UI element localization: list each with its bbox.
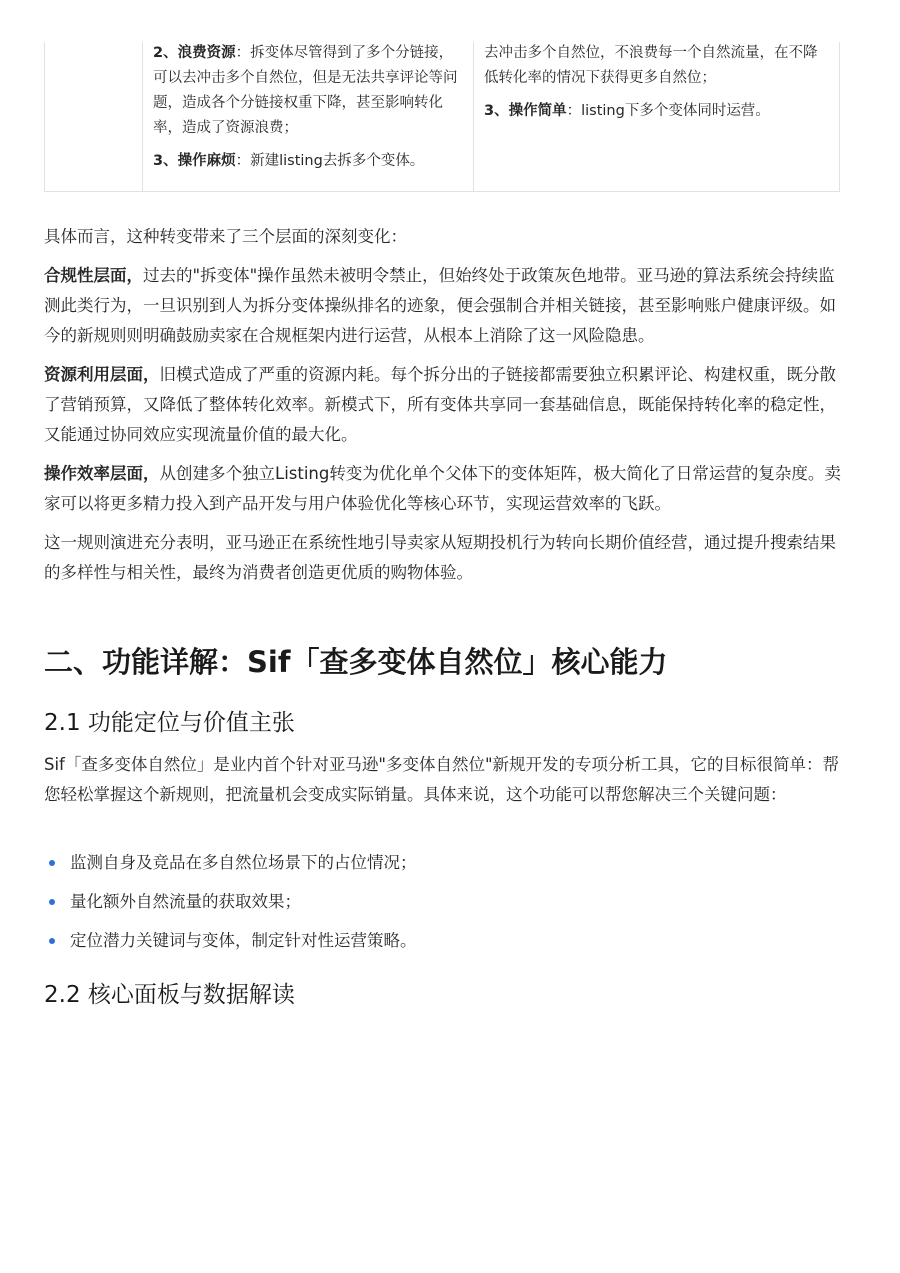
comparison-table	[44, 42, 840, 192]
list-item-text: 监测自身及竞品在多自然位场景下的占位情况；	[70, 853, 417, 872]
table-item-strong: 3、操作麻烦	[153, 153, 236, 169]
table-cell-new-mode	[474, 42, 839, 191]
list-item-text: 量化额外自然流量的获取效果；	[70, 892, 301, 911]
subsection-heading-2-1: 2.1 功能定位与价值主张	[44, 710, 295, 736]
function-intro-paragraph: Sif「查多变体自然位」是业内首个针对亚马逊"多变体自然位"新规开发的专项分析工具，它的目标很简单：帮您轻松掌握这个新规则，把流量机会变成实际销量。具体来说，这个功能可以帮您解决三个关键问题：	[44, 755, 840, 804]
body-text	[44, 222, 846, 588]
table-item	[153, 149, 463, 174]
list-item	[44, 928, 844, 967]
point-text: 从创建多个独立Listing转变为优化单个父体下的变体矩阵，极大简化了日常运营的复杂度。卖家可以将更多精力投入到产品开发与用户体验优化等核心环节，实现运营效率的飞跃。	[44, 464, 841, 513]
table-item	[484, 99, 829, 124]
table-item-strong: 3、操作简单	[484, 103, 567, 119]
list-item-text: 定位潜力关键词与变体，制定针对性运营策略。	[70, 931, 417, 950]
subsection-heading-2-2: 2.2 核心面板与数据解读	[44, 982, 295, 1008]
point-text: 旧模式造成了严重的资源内耗。每个拆分出的子链接都需要独立积累评论、构建权重，既分散了营销预算，又降低了整体转化效率。新模式下，所有变体共享同一套基础信息，既能保持转化率的稳定性，又能通过协同效应实现流量价值的最大化。	[44, 365, 836, 444]
conclusion-paragraph: 这一规则演进充分表明，亚马逊正在系统性地引导卖家从短期投机行为转向长期价值经营，通过提升搜索结果的多样性与相关性，最终为消费者创造更优质的购物体验。	[44, 533, 836, 582]
table-item-text: ：拆变体尽管得到了多个分链接，可以去冲击多个自然位，但是无法共享评论等问题，造成各个分链接权重下降，甚至影响转化率，造成了资源浪费；	[153, 45, 458, 136]
intro-paragraph: 具体而言，这种转变带来了三个层面的深刻变化：	[44, 227, 407, 246]
bullet-dot-icon	[49, 899, 55, 905]
section-heading: 二、功能详解：Sif「查多变体自然位」核心能力	[44, 645, 668, 679]
list-item	[44, 889, 844, 928]
table-item-text: ：新建listing去拆多个变体。	[235, 153, 425, 169]
table-cell-empty	[45, 42, 143, 191]
table-item-text: 去冲击多个自然位，不浪费每一个自然流量，在不降低转化率的情况下获得更多自然位；	[484, 45, 818, 86]
subsection-body	[44, 750, 846, 810]
table-item	[484, 41, 829, 91]
list-item	[44, 850, 844, 889]
point-strong: 操作效率层面，	[44, 464, 160, 483]
point-strong: 合规性层面，	[44, 266, 143, 285]
table-item-strong: 2、浪费资源	[153, 45, 236, 61]
resource-paragraph	[44, 360, 846, 450]
bullet-dot-icon	[49, 860, 55, 866]
point-text: 过去的"拆变体"操作虽然未被明令禁止，但始终处于政策灰色地带。亚马逊的算法系统会持续监测此类行为，一旦识别到人为拆分变体操纵排名的迹象，便会强制合并相关链接，甚至影响账户健康评级。如今的新规则则明确鼓励卖家在合规框架内进行运营，从根本上消除了这一风险隐患。	[44, 266, 836, 345]
table-item-text: ：listing下多个变体同时运营。	[566, 103, 770, 119]
table-cell-old-mode	[143, 42, 474, 191]
efficiency-paragraph	[44, 459, 846, 519]
compliance-paragraph	[44, 261, 846, 351]
point-strong: 资源利用层面，	[44, 365, 160, 384]
bullet-dot-icon	[49, 938, 55, 944]
table-item	[153, 41, 463, 141]
bullet-list	[44, 850, 844, 967]
